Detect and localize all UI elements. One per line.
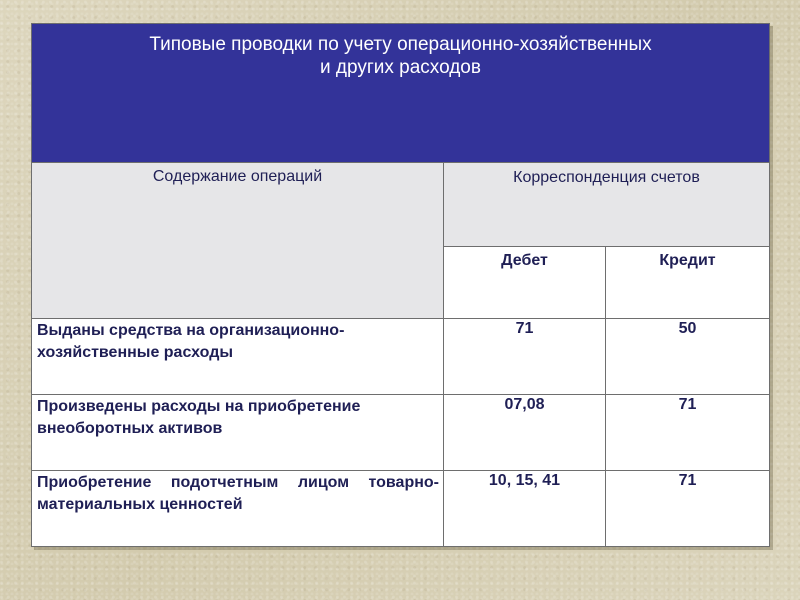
table-row <box>32 395 770 471</box>
header-credit: Кредит <box>606 247 770 319</box>
credit-cell: 50 <box>606 319 770 395</box>
credit-cell: 71 <box>606 471 770 547</box>
table-title <box>32 24 770 163</box>
table-row <box>32 319 770 395</box>
debit-cell: 10, 15, 41 <box>444 471 606 547</box>
header-debit: Дебет <box>444 247 606 319</box>
table-row <box>32 471 770 547</box>
postings-table <box>31 23 770 547</box>
title-row <box>32 24 770 163</box>
header-row <box>32 163 770 247</box>
operation-cell: Приобретение подотчетным лицом товарно-материальных ценностей <box>32 471 444 547</box>
header-operations: Содержание операций <box>32 163 444 319</box>
header-correspondence: Корреспонденция счетов <box>444 163 770 247</box>
title-line-2: и других расходов <box>320 57 481 78</box>
operation-cell: Выданы средства на организационно-хозяйственные расходы <box>32 319 444 395</box>
title-line-1: Типовые проводки по учету операционно-хозяйственных <box>149 34 652 55</box>
debit-cell: 71 <box>444 319 606 395</box>
operation-cell: Произведены расходы на приобретение внеоборотных активов <box>32 395 444 471</box>
credit-cell: 71 <box>606 395 770 471</box>
debit-cell: 07,08 <box>444 395 606 471</box>
